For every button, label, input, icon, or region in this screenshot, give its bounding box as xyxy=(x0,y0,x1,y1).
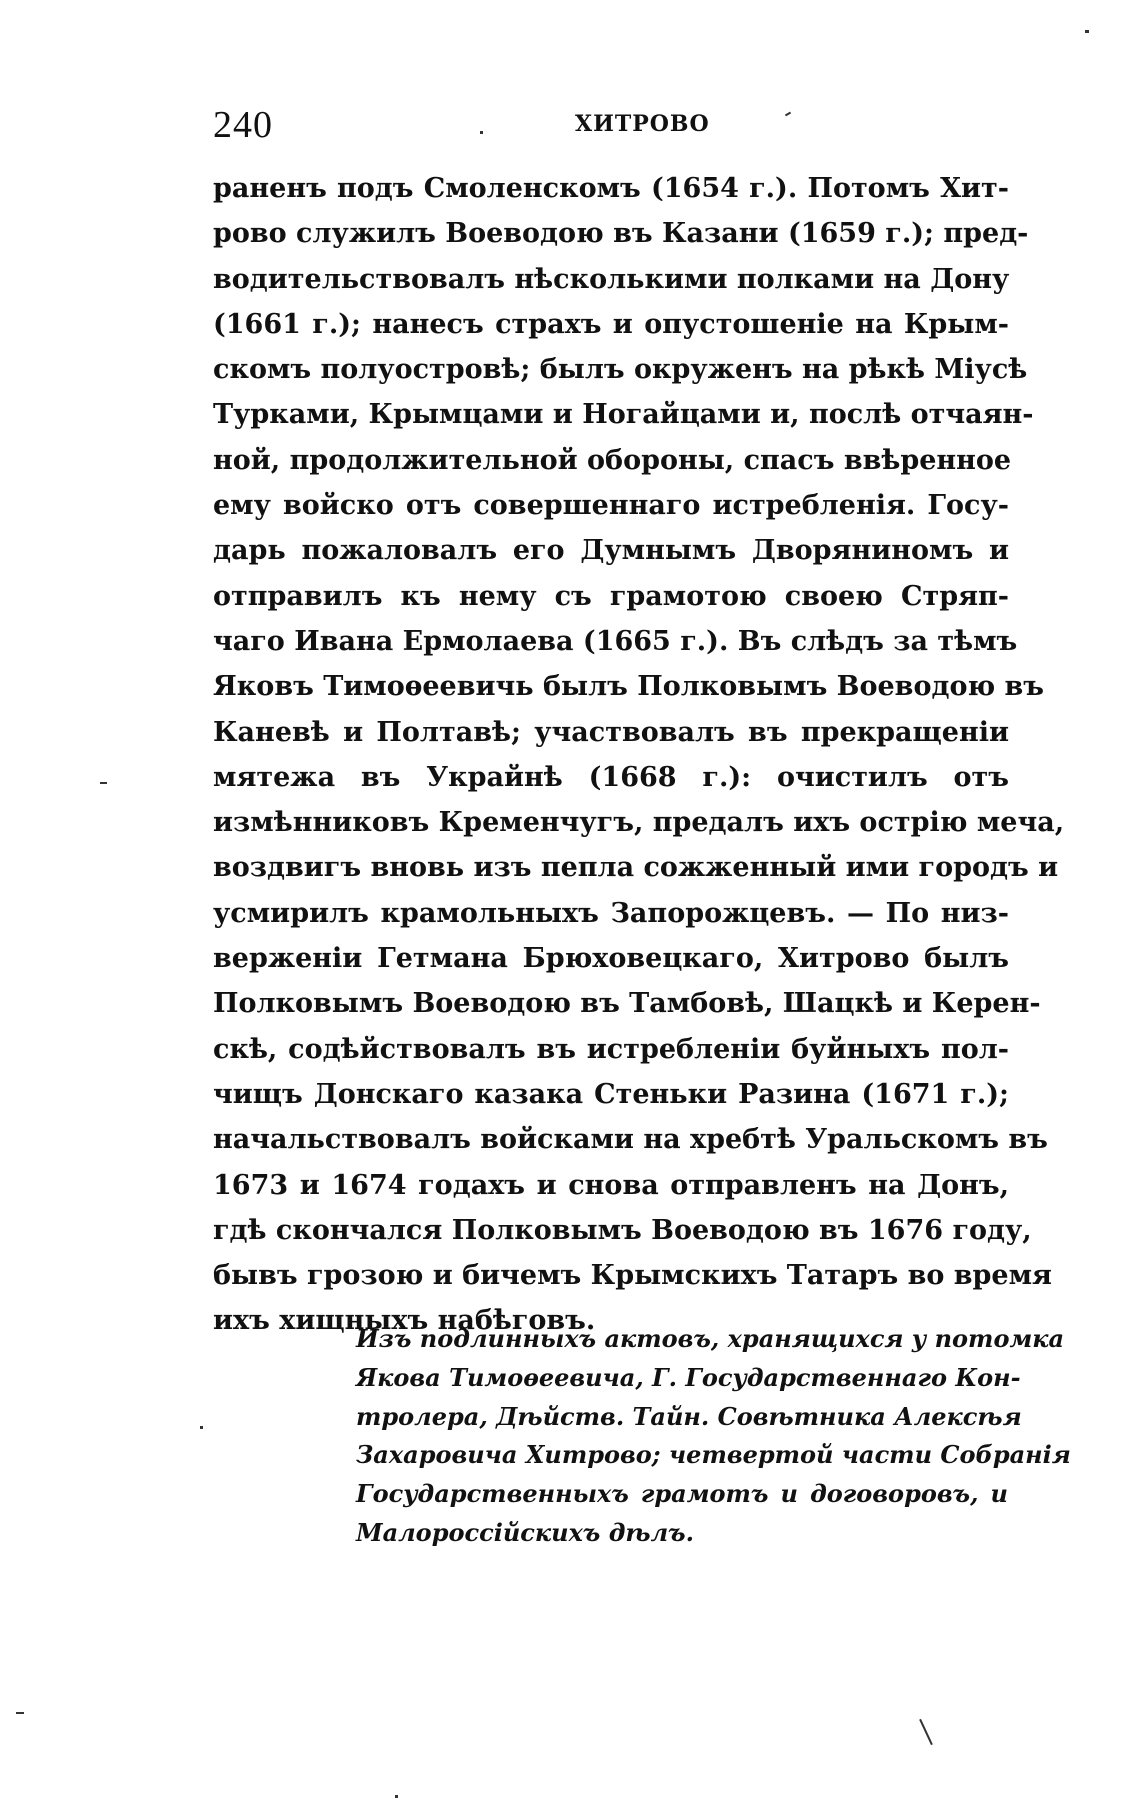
body-line: 1673 и 1674 годахъ и снова отправленъ на Донъ, xyxy=(213,1169,1009,1201)
body-line: ной, продолжительной обороны, спасъ ввѣренное xyxy=(213,444,1012,476)
body-line: Каневѣ и Полтавѣ; участвовалъ въ прекращеніи xyxy=(213,716,1009,748)
body-line: Полковымъ Воеводою въ Тамбовѣ, Шацкѣ и Керен- xyxy=(213,988,1041,1020)
body-line: Турками, Крымцами и Ногайцами и, послѣ отчаян- xyxy=(213,399,1034,431)
body-line: Яковъ Тимоѳеевичь былъ Полковымъ Воеводою въ xyxy=(213,671,1045,703)
body-line: рово служилъ Воеводою въ Казани (1659 г.); пред- xyxy=(213,218,1029,250)
scan-speck xyxy=(395,1795,398,1798)
source-note xyxy=(356,1320,1071,1553)
source-note-line: Изъ подлинныхъ актовъ, хранящихся у потомка xyxy=(356,1324,1065,1353)
body-line: скѣ, содѣйствовалъ въ истребленіи буйныхъ пол- xyxy=(213,1033,1009,1065)
body-line: раненъ подъ Смоленскомъ (1654 г.). Потомъ Хит- xyxy=(213,173,1009,204)
body-line: бывъ грозою и бичемъ Крымскихъ Татаръ во время xyxy=(213,1260,1052,1292)
body-line: верженіи Гетмана Брюховецкаго, Хитрово былъ xyxy=(213,943,1009,975)
source-note-line: Государственныхъ грамотъ и договоровъ, и xyxy=(356,1479,1008,1509)
body-line: скомъ полуостровѣ; былъ окруженъ на рѣкѣ Міусѣ xyxy=(213,354,1028,386)
scan-speck xyxy=(100,782,107,784)
source-note-line: Захаровича Хитрово; четвертой части Собранія xyxy=(356,1440,1071,1470)
source-note-line: тролера, Дѣйств. Тайн. Совѣтника Алексѣя xyxy=(356,1401,1022,1431)
running-head: ХИТРОВО xyxy=(575,111,710,137)
body-line: воздвигъ вновь изъ пепла сожженный ими городъ и xyxy=(213,852,1059,884)
source-note-line: Малороссійскихъ дѣлъ. xyxy=(356,1517,694,1547)
body-line: усмирилъ крамольныхъ Запорожцевъ. — По низ- xyxy=(213,897,1009,929)
source-note-line: Якова Тимоѳеевича, Г. Государственнаго Кон- xyxy=(356,1362,1021,1392)
body-line: начальствовалъ войсками на хребтѣ Уральскомъ въ xyxy=(213,1124,1048,1156)
scan-speck xyxy=(1085,30,1089,33)
body-line: отправилъ къ нему съ грамотою своею Стряп- xyxy=(213,580,1009,612)
body-line: ихъ хищныхъ набѣговъ. xyxy=(213,1305,596,1337)
body-text xyxy=(213,166,1065,1344)
scan-speck xyxy=(480,131,483,134)
body-line: мятежа въ Украйнѣ (1668 г.): очистилъ отъ xyxy=(213,761,1009,793)
scan-speck xyxy=(919,1719,933,1745)
body-line: чищъ Донскаго казака Стеньки Разина (1671 г.); xyxy=(213,1078,1009,1110)
body-line: (1661 г.); нанесъ страхъ и опустошеніе на Крым- xyxy=(213,308,1009,340)
body-line: чаго Ивана Ермолаева (1665 г.). Въ слѣдъ за тѣмъ xyxy=(213,625,1018,657)
scan-speck xyxy=(200,1426,203,1429)
body-line: водительствовалъ нѣсколькими полками на Дону xyxy=(213,263,1010,295)
page-number: 240 xyxy=(213,104,273,146)
scan-speck xyxy=(16,1712,24,1714)
body-line: ему войско отъ совершеннаго истребленія. Госу- xyxy=(213,490,1009,522)
page-header xyxy=(213,100,1003,150)
body-line: измѣнниковъ Кременчугъ, предалъ ихъ острію меча, xyxy=(213,807,1065,839)
body-line: дарь пожаловалъ его Думнымъ Дворяниномъ и xyxy=(213,535,1009,567)
body-line: гдѣ скончался Полковымъ Воеводою въ 1676 году, xyxy=(213,1214,1032,1246)
